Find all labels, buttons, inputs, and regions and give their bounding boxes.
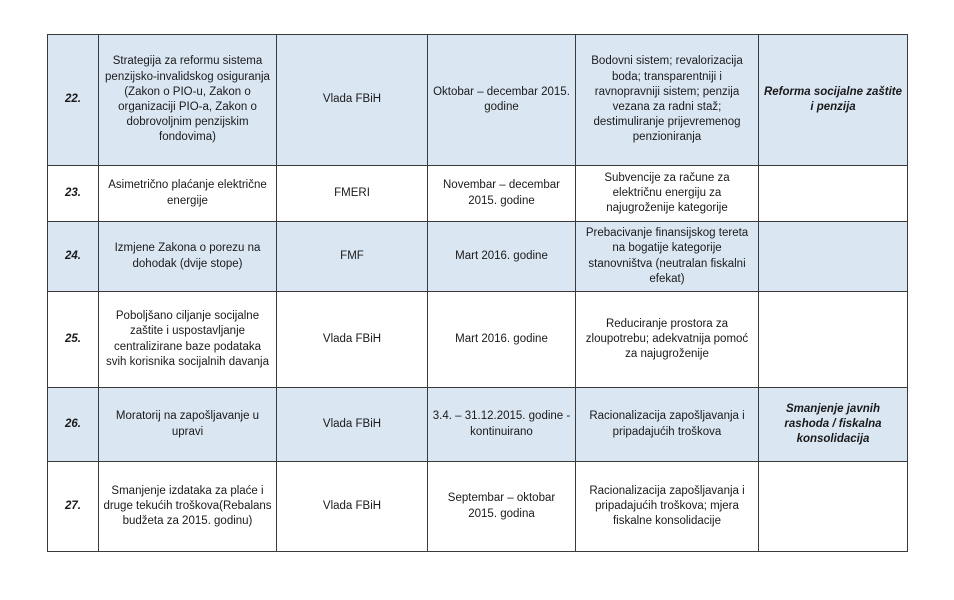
effect-cell: Racionalizacija zapošljavanja i pripadajućih troškova; mjera fiskalne konsolidacije [576,462,759,552]
table-row [48,292,908,388]
deadline-cell: Oktobar – decembar 2015. godine [428,35,576,166]
measures-table [47,34,908,552]
effect-cell: Bodovni sistem; revalorizacija boda; transparentniji i ravnopravniji sistem; penzija vezana za radni staž; destimuliranje prijevremenog penzioniranja [576,35,759,166]
row-number: 22. [48,35,99,166]
table-row [48,388,908,462]
category-cell: Smanjenje javnih rashoda / fiskalna konsolidacija [759,388,908,462]
effect-cell: Racionalizacija zapošljavanja i pripadajućih troškova [576,388,759,462]
row-number: 24. [48,222,99,292]
row-number: 25. [48,292,99,388]
effect-cell: Reduciranje prostora za zloupotrebu; adekvatnija pomoć za najugroženije [576,292,759,388]
responsible-cell: FMERI [277,166,428,222]
table-row [48,166,908,222]
deadline-cell: 3.4. – 31.12.2015. godine - kontinuirano [428,388,576,462]
table-row [48,35,908,166]
deadline-cell: Mart 2016. godine [428,292,576,388]
category-cell: Reforma socijalne zaštite i penzija [759,35,908,166]
measure-cell: Izmjene Zakona o porezu na dohodak (dvije stope) [99,222,277,292]
effect-cell: Subvencije za račune za električnu energiju za najugroženije kategorije [576,166,759,222]
responsible-cell: Vlada FBiH [277,292,428,388]
responsible-cell: Vlada FBiH [277,388,428,462]
row-number: 23. [48,166,99,222]
responsible-cell: FMF [277,222,428,292]
row-number: 26. [48,388,99,462]
row-number: 27. [48,462,99,552]
measure-cell: Asimetrično plaćanje električne energije [99,166,277,222]
measure-cell: Poboljšano ciljanje socijalne zaštite i uspostavljanje centralizirane baze podataka svih korisnika socijalnih davanja [99,292,277,388]
table-row [48,222,908,292]
responsible-cell: Vlada FBiH [277,462,428,552]
measure-cell: Moratorij na zapošljavanje u upravi [99,388,277,462]
deadline-cell: Septembar – oktobar 2015. godina [428,462,576,552]
responsible-cell: Vlada FBiH [277,35,428,166]
table-row [48,462,908,552]
category-cell [759,462,908,552]
category-cell [759,292,908,388]
deadline-cell: Novembar – decembar 2015. godine [428,166,576,222]
effect-cell: Prebacivanje finansijskog tereta na bogatije kategorije stanovništva (neutralan fiskalni efekat) [576,222,759,292]
measure-cell: Smanjenje izdataka za plaće i druge tekućih troškova(Rebalans budžeta za 2015. godinu) [99,462,277,552]
category-cell [759,166,908,222]
measure-cell: Strategija za reformu sistema penzijsko-invalidskog osiguranja (Zakon o PIO-u, Zakon o organizaciji PIO-a, Zakon o dobrovoljnim penzijskim fondovima) [99,35,277,166]
deadline-cell: Mart 2016. godine [428,222,576,292]
category-cell [759,222,908,292]
